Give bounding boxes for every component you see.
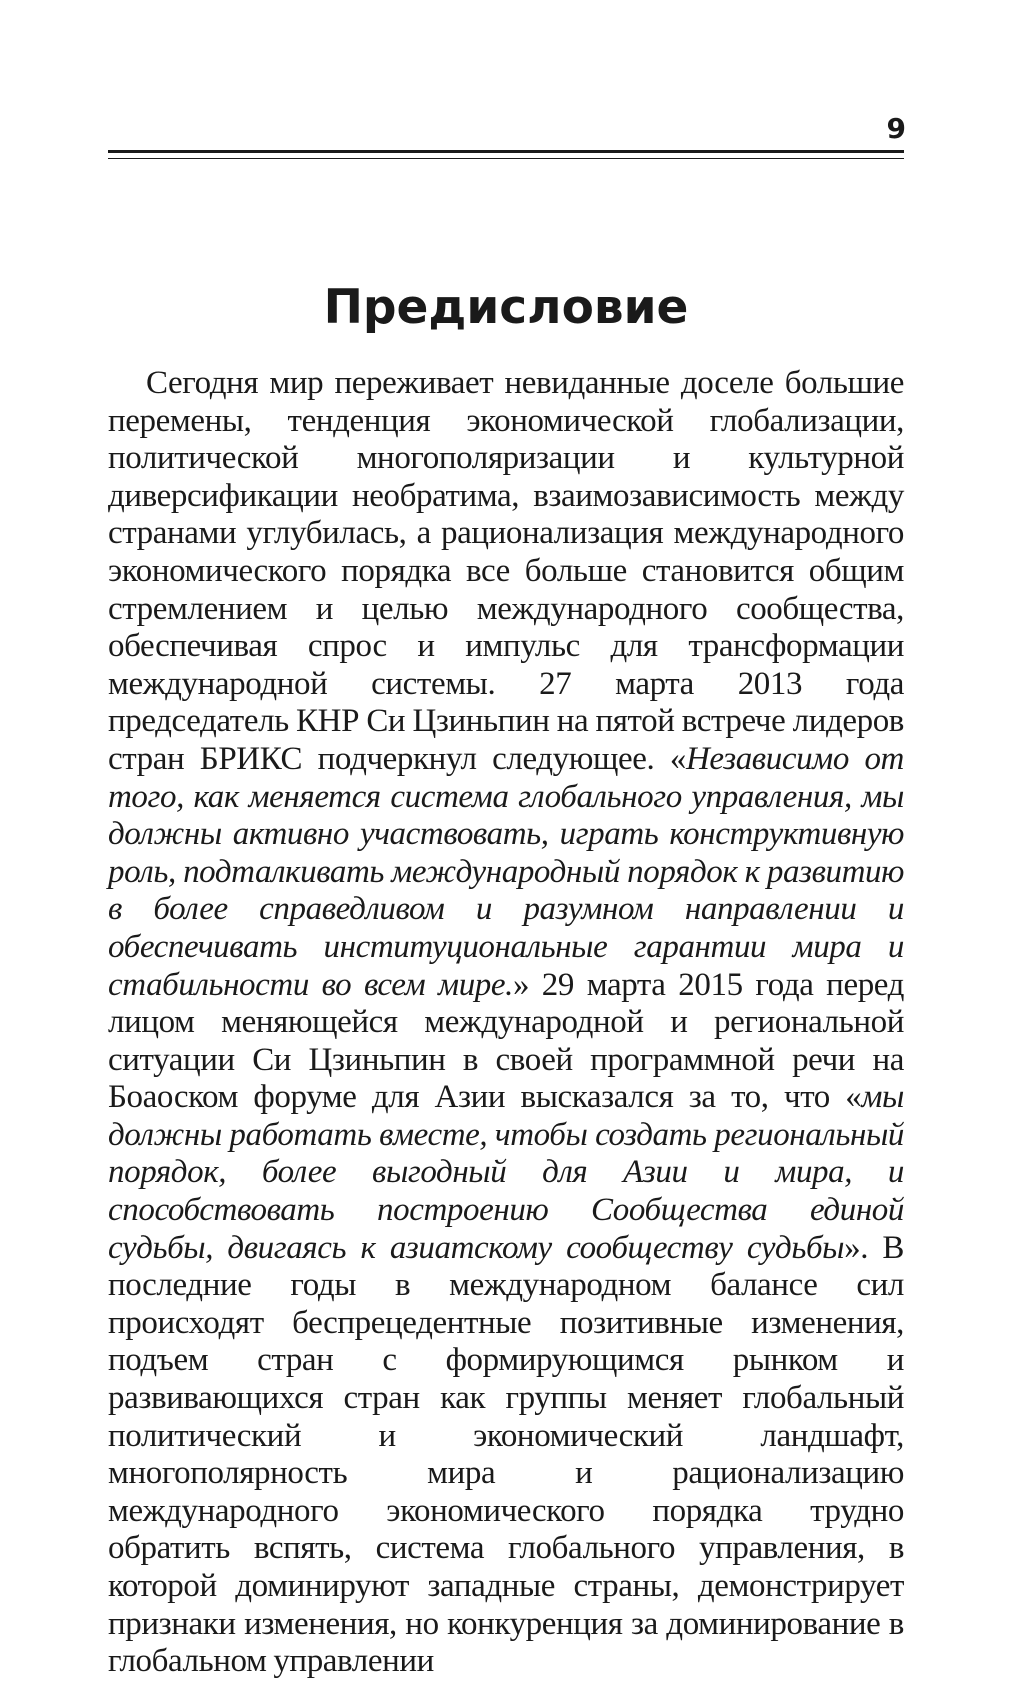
body-text-segment: » 29 марта 2015 года перед лицом меняющейся международной и региональной ситуации Си Цзиньпин в своей программной речи на Боаоском форуме для Азии высказался за то, что «	[108, 966, 904, 1116]
chapter-title: Предисловие	[323, 280, 689, 335]
quote-xi-brics: Независимо от того, как меняется система глобального управления, мы должны активно участвовать, играть конструктивную роль, подталкивать международный порядок к развитию в более справедливом и разумном направлении и обеспечивать институциональные гарантии мира и стабильности во всем мире.	[108, 740, 904, 1003]
header-rule-thick	[108, 150, 904, 153]
page-number: 9	[886, 112, 906, 145]
body-text-segment: Сегодня мир переживает невиданные доселе большие перемены, тенденция экономической глобализации, политической многополяризации и культурной диверсификации необратима, взаимозависимость между странами углубилась, а рационализация международного экономического порядка все больше становится общим стремлением и целью международного сообщества, обеспечивая спрос и импульс для трансформации международной системы. 27 марта 2013 года председатель КНР Си Цзиньпин на пятой встрече лидеров стран БРИКС подчеркнул следующее. «	[108, 365, 904, 777]
quote-xi-boao: мы должны работать вместе, чтобы создать региональный порядок, более выгодный для Азии и мира, и способствовать построению Сообщества единой судьбы, двигаясь к азиатскому сообществу судьбы	[108, 1079, 904, 1266]
body-paragraph	[108, 365, 904, 1681]
body-text-segment: ». В последние годы в международном балансе сил происходят беспрецедентные позитивные изменения, подъем стран с формирующимся рынком и развивающихся стран как группы меняет глобальный политический и экономический ландшафт, многополярность мира и рационализацию международного экономического порядка трудно обратить вспять, система глобального управления, в которой доминируют западные страны, демонстрирует признаки изменения, но конкуренция за доминирование в глобальном управлении	[108, 1229, 904, 1680]
header-rule-thin	[108, 158, 904, 159]
